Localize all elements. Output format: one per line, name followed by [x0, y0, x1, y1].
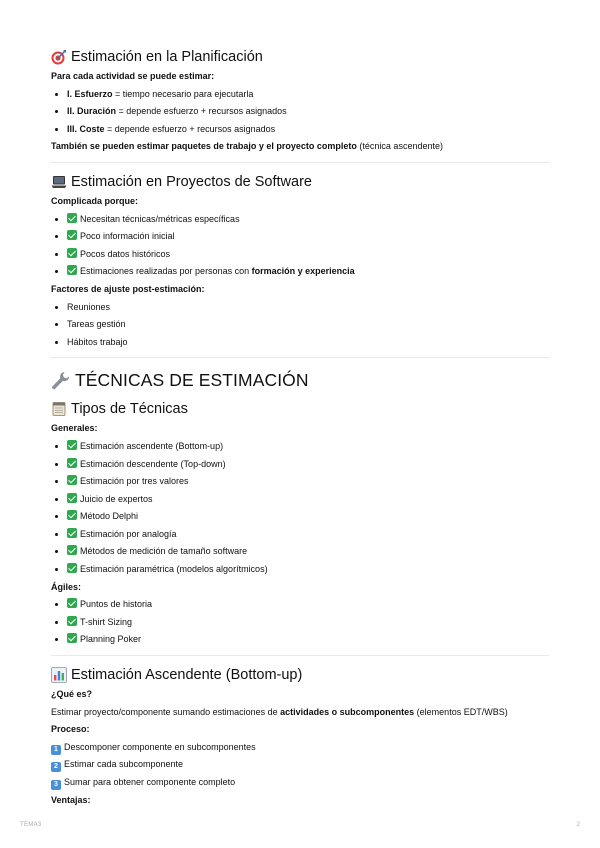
list-item: • Necesitan técnicas/métricas específicas [67, 211, 549, 229]
keycap-1-icon: 1 [51, 745, 61, 755]
process-label: Proceso: [51, 724, 90, 735]
list-item: • Pocos datos históricos [67, 246, 549, 264]
list-item: • Estimación por tres valores [67, 473, 549, 491]
list-item: • Juicio de expertos [67, 491, 549, 509]
definition-text: Estimar proyecto/componente sumando estimaciones de actividades o subcomponentes (elementos EDT/WBS) [51, 706, 508, 717]
page-content [51, 46, 549, 809]
keycap-2-icon: 2 [51, 762, 61, 772]
list-item: • Poco información inicial [67, 228, 549, 246]
section-title-bottom-up: Estimación Ascendente (Bottom-up) [51, 664, 549, 686]
section-title-software: Estimación en Proyectos de Software [51, 171, 549, 193]
divider [51, 162, 549, 163]
list-item: • Reuniones [67, 299, 549, 317]
complicated-label: Complicada porque: [51, 195, 139, 206]
list-item: • Estimación por analogía [67, 526, 549, 544]
list-item: • II. Duración = depende esfuerzo + recursos asignados [67, 103, 549, 121]
note-text: También se pueden estimar paquetes de trabajo y el proyecto completo (técnica ascendente) [51, 141, 443, 152]
reasons-list [51, 211, 549, 281]
factors-label: Factores de ajuste post-estimación: [51, 283, 205, 294]
check-icon [67, 248, 77, 258]
process-step: 2 Estimar cada subcomponente [51, 756, 549, 774]
general-list [51, 438, 549, 579]
list-item: • Puntos de historia [67, 596, 549, 614]
check-icon [67, 633, 77, 643]
list-item: • Planning Poker [67, 631, 549, 649]
list-item: • I. Esfuerzo = tiempo necesario para ejecutarla [67, 86, 549, 104]
keycap-3-icon: 3 [51, 780, 61, 790]
estimate-list [51, 86, 549, 139]
list-item: • Estimación descendente (Top-down) [67, 456, 549, 474]
process-step: 1 Descomponer componente en subcomponentes [51, 739, 549, 757]
check-icon [67, 545, 77, 555]
section-title-planificacion: Estimación en la Planificación [51, 46, 549, 68]
list-item: • Métodos de medición de tamaño software [67, 543, 549, 561]
check-icon [67, 563, 77, 573]
list-item: • Tareas gestión [67, 316, 549, 334]
intro-text: Para cada actividad se puede estimar: [51, 71, 215, 81]
check-icon [67, 598, 77, 608]
notepad-icon [51, 401, 67, 417]
process-step: 3 Sumar para obtener componente completo [51, 774, 549, 792]
target-dart-icon [51, 49, 67, 65]
general-label: Generales: [51, 423, 98, 434]
main-title-tecnicas: TÉCNICAS DE ESTIMACIÓN [51, 366, 549, 394]
section-title-tipos: Tipos de Técnicas [51, 398, 549, 420]
check-icon [67, 616, 77, 626]
check-icon [67, 493, 77, 503]
footer-doc-name: TEMA3 [20, 822, 42, 828]
list-item: • III. Coste = depende esfuerzo + recursos asignados [67, 121, 549, 139]
check-icon [67, 440, 77, 450]
check-icon [67, 213, 77, 223]
divider [51, 357, 549, 358]
check-icon [67, 528, 77, 538]
check-icon [67, 475, 77, 485]
check-icon [67, 230, 77, 240]
list-item: • Estimación ascendente (Bottom-up) [67, 438, 549, 456]
list-item: • Estimación paramétrica (modelos algorítmicos) [67, 561, 549, 579]
list-item: • Estimaciones realizadas por personas con formación y experiencia [67, 263, 549, 281]
advantages-label: Ventajas: [51, 794, 91, 805]
list-item: • Método Delphi [67, 508, 549, 526]
bar-chart-icon [51, 667, 67, 683]
list-item: • Hábitos trabajo [67, 334, 549, 352]
laptop-icon [51, 174, 67, 190]
agile-list [51, 596, 549, 649]
divider [51, 655, 549, 656]
check-icon [67, 458, 77, 468]
list-item: • T-shirt Sizing [67, 614, 549, 632]
factors-list [51, 299, 549, 352]
check-icon [67, 265, 77, 275]
page-number: 2 [576, 822, 580, 828]
check-icon [67, 510, 77, 520]
what-is-label: ¿Qué es? [51, 689, 93, 700]
agile-label: Ágiles: [51, 581, 82, 592]
wrench-icon [51, 371, 70, 390]
